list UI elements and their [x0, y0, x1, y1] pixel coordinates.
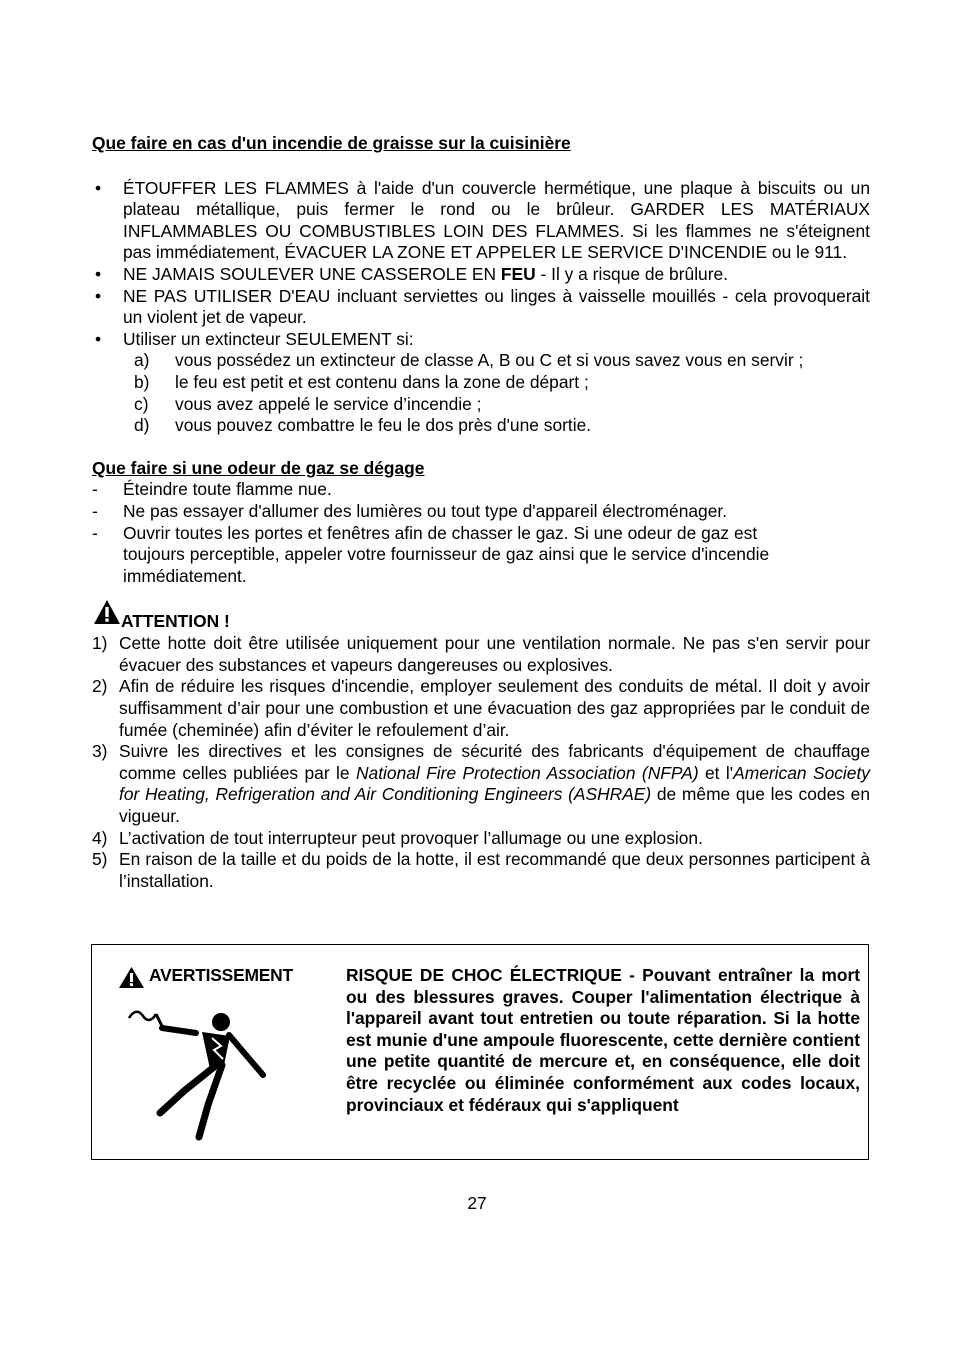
page-content: [92, 0, 870, 892]
dash-item: - Éteindre toute flamme nue.: [92, 479, 332, 500]
gas-odor-heading: Que faire si une odeur de gaz se dégage: [92, 457, 425, 478]
bullet-item: • NE PAS UTILISER D'EAU incluant serviettes ou linges à vaisselle mouillés - cela provoquerait un violent jet de vapeur.: [95, 285, 870, 328]
sub-item: d) vous pouvez combattre le feu le dos près d'une sortie.: [134, 415, 592, 436]
attention-item: 5) En raison de la taille et du poids de la hotte, il est recommandé que deux personnes participent à l’installation.: [92, 849, 870, 891]
attention-item: 1) Cette hotte doit être utilisée uniquement pour une ventilation normale. Ne pas s'en servir pour évacuer des substances et vapeurs dangereuses ou explosives.: [92, 633, 870, 675]
bullet-dot-icon: •: [95, 263, 102, 284]
sub-item: c) vous avez appelé le service d’incendie ;: [134, 393, 482, 414]
page-number: 27: [467, 1193, 487, 1213]
electric-shock-icon: [126, 1005, 276, 1145]
bullet-item: • Utiliser un extincteur SEULEMENT si:: [95, 328, 414, 349]
bullet-dot-icon: •: [95, 177, 102, 198]
sub-item: b) le feu est petit et est contenu dans la zone de départ ;: [134, 371, 589, 392]
warning-triangle-icon: [93, 599, 121, 625]
bullet-dot-icon: •: [95, 328, 102, 349]
bullet-dot-icon: •: [95, 285, 102, 306]
grease-fire-heading: Que faire en cas d'un incendie de graisse sur la cuisinière: [92, 133, 571, 153]
attention-item: 4) L’activation de tout interrupteur peut provoquer l’allumage ou une explosion.: [92, 827, 703, 848]
warning-text: RISQUE DE CHOC ÉLECTRIQUE - Pouvant entraîner la mort ou des blessures graves. Couper l'alimentation électrique à l'appareil avant tout entretien ou toute réparation. Si la hotte est munie d'une ampoule fluorescente, cette dernière contient une petite quantité de mercure et, en conséquence, elle doit être recyclée ou éliminée conformément aux codes locaux, provinciaux et fédéraux qui s'appliquent: [346, 965, 860, 1115]
attention-heading: ATTENTION !: [92, 603, 870, 633]
electric-shock-warning-box: AVERTISSEMENT RISQUE DE CHOC ÉLECTRIQUE - Pouvant entraîner la mort ou des blessures graves. Couper l'alimentation électrique à l'appareil avant tout entretien ou toute réparation. Si la hotte est munie d'une ampoule fluorescente, cette dernière contient une petite quantité de mercure et, en conséquence, elle doit être recyclée ou éliminée conformément aux codes locaux, provinciaux et fédéraux qui s'appliquent: [91, 944, 869, 1160]
bullet-item: • ÉTOUFFER LES FLAMMES à l'aide d'un couvercle hermétique, une plaque à biscuits ou un plateau métallique, puis fermer le rond ou le brûleur. GARDER LES MATÉRIAUX INFLAMMABLES OU COMBUSTIBLES LOIN DES FLAMMES. Si les flammes ne s'éteignent pas immédiatement, ÉVACUER LA ZONE ET APPELER LE SERVICE D'INCENDIE ou le 911.: [95, 177, 870, 263]
bullet-item: • NE JAMAIS SOULEVER UNE CASSEROLE EN FEU - Il y a risque de brûlure.: [95, 263, 729, 284]
sub-item: a) vous possédez un extincteur de classe A, B ou C et si vous savez vous en servir ;: [134, 350, 804, 371]
warning-triangle-icon: [118, 966, 145, 989]
attention-item: 2) Afin de réduire les risques d'incendie, employer seulement des conduits de métal. Il doit y avoir suffisamment d’air pour une combustion et une évacuation des gaz appropriées par le conduit de fumée (cheminée) afin d’éviter le refoulement d’air.: [92, 676, 870, 740]
attention-item: 3) Suivre les directives et les consignes de sécurité des fabricants d'équipement de chauffage comme celles publiées par le National Fire Protection Association (NFPA) et l'American Society for Heating, Refrigeration and Air Conditioning Engineers (ASHRAE) de même que les codes en vigueur.: [92, 741, 870, 827]
dash-item: - Ne pas essayer d'allumer des lumières ou tout type d'appareil électroménager.: [92, 500, 728, 521]
dash-item: - Ouvrir toutes les portes et fenêtres afin de chasser le gaz. Si une odeur de gaz est toujours perceptible, appeler votre fournisseur de gaz ainsi que le service d'incendie immédiatement.: [92, 522, 770, 586]
